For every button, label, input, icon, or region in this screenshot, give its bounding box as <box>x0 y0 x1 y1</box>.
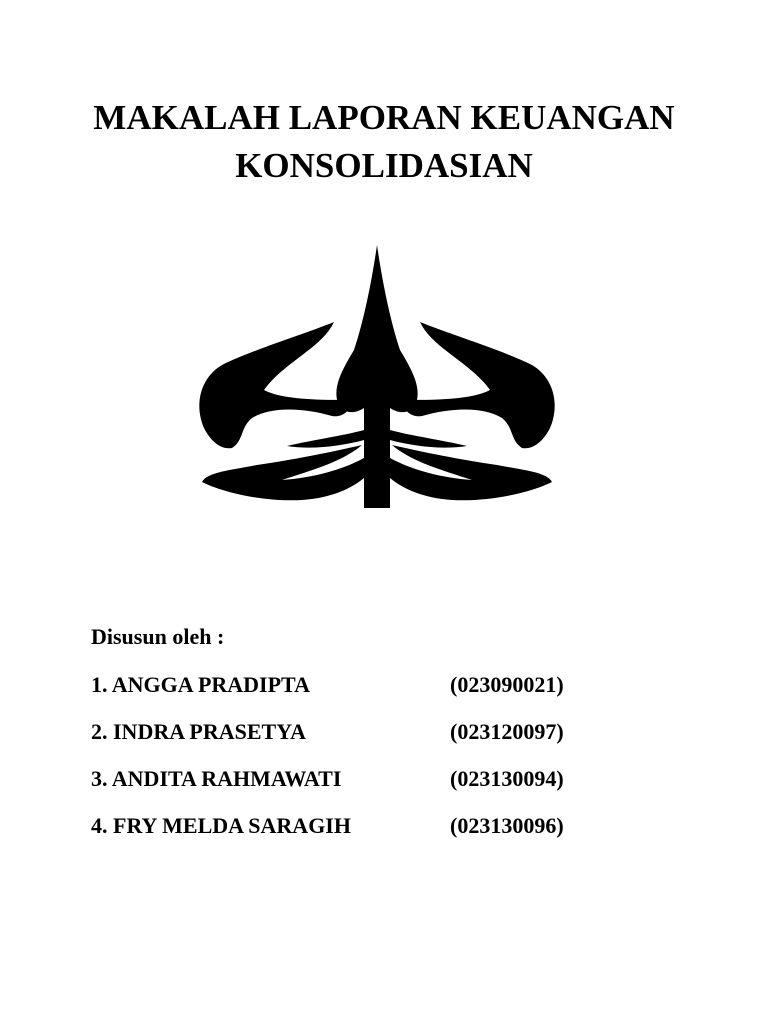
author-row <box>91 811 691 858</box>
document-title <box>0 94 768 190</box>
title-line-1: MAKALAH LAPORAN KEUANGAN <box>93 98 675 137</box>
trisakti-emblem-icon <box>192 240 562 515</box>
author-nim: (023090021) <box>450 672 564 697</box>
author-nim: (023120097) <box>450 719 564 744</box>
author-row <box>91 670 691 717</box>
author-name: 2. INDRA PRASETYA <box>91 719 306 744</box>
author-nim: (023130094) <box>450 766 564 791</box>
author-name: 1. ANGGA PRADIPTA <box>91 672 310 697</box>
authors-heading: Disusun oleh : <box>91 624 225 649</box>
author-name: 4. FRY MELDA SARAGIH <box>91 813 351 838</box>
author-nim: (023130096) <box>450 813 564 838</box>
authors-section <box>91 622 691 858</box>
author-name: 3. ANDITA RAHMAWATI <box>91 766 342 791</box>
title-line-2: KONSOLIDASIAN <box>235 146 533 185</box>
author-row <box>91 717 691 764</box>
author-row <box>91 764 691 811</box>
